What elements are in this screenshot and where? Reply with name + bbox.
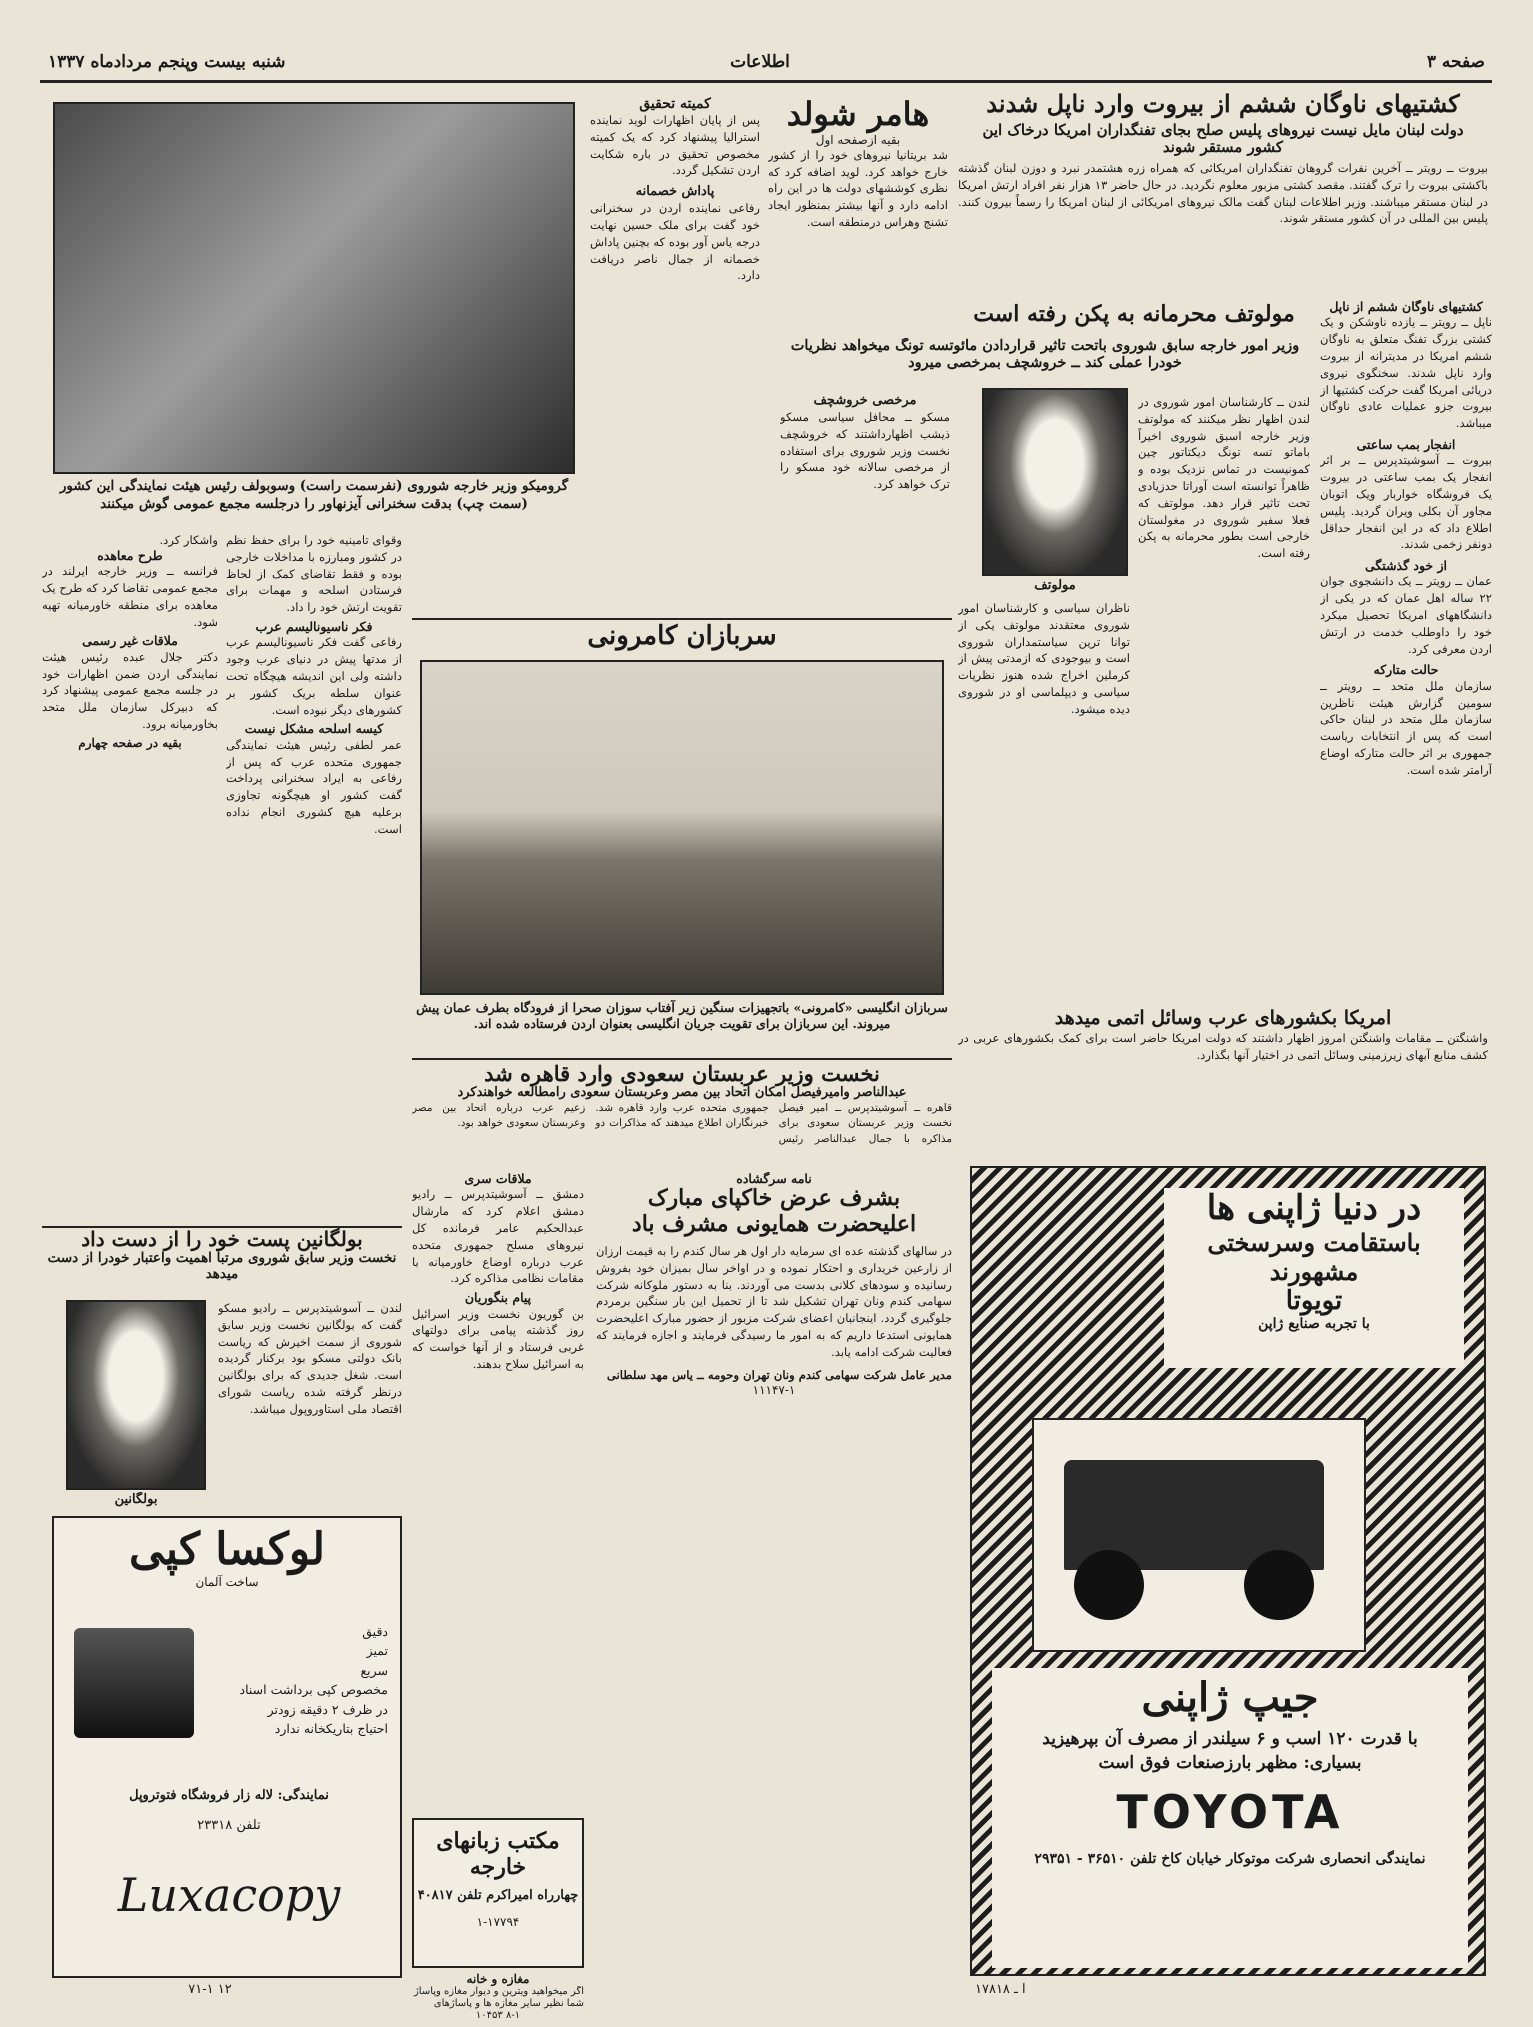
toyota-spec: با قدرت ۱۲۰ اسب و ۶ سیلندر از مصرف آن بپرهیزید	[1042, 1729, 1418, 1749]
royal-top: نامه سرگشاده	[736, 1172, 812, 1186]
left-col-text2: رفاعی گفت فکر ناسیونالیسم عرب از مدتها پیش در دنیای عرب وجود داشته ولی این اندیشه هیچگاه تحت عنوان سلطه بریک کشور بر کشورهای دیگر نبوده است.	[226, 635, 402, 717]
bulganin-head	[42, 1228, 402, 1298]
secret-subhead: ملاقات سری	[464, 1172, 532, 1186]
usarab-text: واشنگتن ــ مقامات واشنگتن امروز اظهار داشتند که دولت امریکا حاضر است برای کمک بکشورهای عربی در کشف منابع آبهای زیرزمینی وسائل اتمی در اختیار آنها بگذارد.	[958, 1030, 1488, 1062]
gromyko-caption: گرومیکو وزیر خارجه شوروی (نفرسمت راست) وسوبولف رئیس هیئت نمایندگی این کشور (سمت چپ) بدقت سخنرانی آیزنهاور را درجلسه مجمع عمومی گوش میکنند	[59, 478, 569, 512]
toyota-line4: با تجربه صنایع ژاپن	[1258, 1316, 1370, 1332]
soldiers-photo	[420, 660, 944, 995]
ships-title: کشتیهای ناوگان ششم از بیروت وارد ناپل شدند	[986, 90, 1460, 118]
speech-column	[590, 96, 760, 616]
meeting-subhead: ملاقات غیر رسمی	[82, 633, 178, 649]
luxacopy-agent: نمایندگی: لاله زار فروشگاه فتوتروپل	[129, 1788, 329, 1803]
molotov-text: لندن ــ کارشناسان امور شوروی در لندن اظهار نظر میکنند که مولوتف وزیر خارجه اسبق شوروی اخیراً باماتو تسه تونگ دیکتاتور چین کمونیست در تماس نزدیک بوده و ظاهراً توانسته است آوراتا حدزیادی تحت تاثیر قرار دهد. مولوتف که فعلا سفیر شوروی در مغولستان خارجی است بطور محرمانه به پکن رفته است.	[1138, 395, 1310, 561]
luxacopy-code: ۱۲ ۷۱-۱	[188, 1982, 232, 1997]
truce-subhead: حالت متارکه	[1373, 662, 1439, 678]
toyota-line2: باستقامت وسرسختی مشهورند	[1207, 1228, 1421, 1286]
issue-date: شنبه بیست وپنجم مردادماه ۱۳۳۷	[48, 52, 286, 72]
ships-sub: دولت لبنان مایل نیست نیروهای پلیس صلح بجای تفنگداران امریکا درخاک این کشور مستقر شوند	[982, 120, 1464, 156]
feature-line: در ظرف ۲ دقیقه زودتر	[267, 1701, 388, 1717]
molotov-sub: وزیر امور خارجه سابق شوروی باتحت تاثیر قراردادن مائوتسه تونگ میخواهد نظریات خودرا عملی کند ــ خروشچف بمرخصی میرود	[790, 338, 1300, 371]
molotov-caption: مولوتف	[1034, 578, 1076, 593]
molotov-col-right	[1138, 394, 1310, 1004]
feature-line: احتیاج بتاریکخانه ندارد	[274, 1720, 388, 1736]
treaty-subhead: طرح معاهده	[97, 547, 163, 563]
speech-text: رفاعی نماینده اردن در سخنرانی خود گفت برای ملک حسین نهایت درجه یاس آور بوده که بچنین پاداش خصمانه از جمال ناصر دریافت دارد.	[590, 201, 760, 283]
jeep-image	[1032, 1418, 1366, 1652]
luxacopy-features	[198, 1622, 388, 1738]
royal-text: در سالهای گذشته عده ای سرمایه دار اول هر سال کندم را به قیمت ارزان از زارعین خریداری و احتکار نموده و در اواخر سال بمیزان خود بفروش رسانیده و سودهای کلانی بدست می آوردند. بنا به دستور ملوکانه شرکت سهامی کندم ونان تهران تشکیل شد تا از تحمیل این بار سنگین برمردم جلوگیری گردد. اینجانبان اعضای شرکت مزبور از حضور مبارک اعلیحضرت همایونی استدعا داریم که به امور ما رسیدگی فرمایند و اجازه فرمایند که فعالیت شرکت ادامه یابد.	[596, 1243, 952, 1359]
secret-text: دمشق ــ آسوشیتدپرس ــ رادیو دمشق اعلام کرد که مارشال عبدالحکیم عامر فرمانده کل نیروهای مسلح جمهوری متحده عرب درباره اوضاع خاورمیانه با مقامات نظامی مذاکره کرد.	[412, 1187, 584, 1286]
header-rule	[40, 80, 1492, 83]
soldiers-rule	[412, 618, 952, 620]
feature-line: سریع	[360, 1662, 388, 1678]
molotov-title-box	[958, 302, 1310, 336]
usarab-title: امریکا بکشورهای عرب وسائل اتمی میدهد	[1054, 1008, 1392, 1029]
saudi-sub: عبدالناصر وامیرفیصل امکان اتحاد بین مصر وعربستان سعودی رامطالعه خواهندکرد	[457, 1085, 907, 1101]
royal-sign: مدیر عامل شرکت سهامی کندم ونان تهران وحومه ــ یاس مهد سلطانی	[606, 1367, 952, 1382]
luxacopy-ad	[52, 1516, 402, 1978]
gromyko-photo	[53, 102, 575, 474]
ships-text: بیروت ــ رویتر ــ آخرین نفرات گروهان تفنگداران امریکائی که همراه زره هشتمدر نبرد و دوزن لبنان گذشته باکشتی بیروت را ترک گفتند. مقصد کشتی مزبور معلوم نگردید. در حال حاضر ۱۳ هزار نفر افراد ارتش امریکا در لبنان مستقر میباشند. وزیر اطلاعات لبنان گفت مالک نیروهای امریکائی از لبنان امریکا را رسماً بیرون کنند. پلیس بین المللی در آن کشور مستقر شوند.	[958, 161, 1488, 226]
molotov-portrait	[982, 388, 1128, 576]
left-col-text: وقوای تامینیه خود را برای حفظ نظم در کشور ومبارزه با مداخلات خارجی بوده و فقط تقاضای کمک از لحاظ فرستادن اسلحه و مهمات برای تقویت ارتش خود را داد.	[226, 533, 402, 615]
feature-line: دقیق	[362, 1624, 388, 1639]
toyota-line3: تویوتا	[1285, 1286, 1343, 1316]
meeting-text: دکتر جلال عبده رئیس هیئت نمایندگی اردن ضمن اظهارات خود در جلسه مجمع عمومی پیشنهاد کرد که دبیرکل سازمان ملل متحد بخاورمیانه برود.	[42, 649, 218, 731]
bulganin-caption: بولگانین	[114, 1492, 158, 1507]
page-number: صفحه ۳	[1426, 52, 1485, 72]
toyota-spec2: بسیاری: مظهر بارزصنعات فوق است	[1098, 1753, 1362, 1773]
bulganin-sub: نخست وزیر سابق شوروی مرتبا اهمیت واعتبار خودرا از دست میدهد	[47, 1250, 397, 1282]
bulganin-title: بولگانین پست خود را از دست داد	[81, 1228, 363, 1251]
bengurion-subhead: پیام بنگوریان	[464, 1290, 532, 1306]
volunteer-text: عمان ــ رویتر ــ یک دانشجوی جوان ۲۲ ساله اهل عمان که در یکی از دانشگاههای امریکا تحصیل میکرد خود را داوطلب خدمت در ارتش اردن معرفی کرد.	[1320, 574, 1492, 656]
saudi-head	[412, 1062, 952, 1170]
left-col-text3: عمر لطفی رئیس هیئت نمایندگی جمهوری متحده عرب که پس از رفاعی به ایراد سخنرانی پرداخت گفت کشور او هیچگونه تجاوزی برعلیه هیچ کشوری انجام نداده است.	[226, 737, 402, 836]
hammer-sub: بقیه ازصفحه اول	[815, 132, 901, 147]
toyota-bottom-panel	[992, 1668, 1468, 1968]
invest-text: پس از پایان اظهارات لوید نماینده استرالیا پیشنهاد کرد که یک کمیته مخصوص تحقیق در باره شکایت اردن تشکیل گردد.	[590, 113, 760, 178]
ships-article	[958, 90, 1488, 300]
bulganin-portrait	[66, 1300, 206, 1490]
feature-line: تمیز	[366, 1643, 388, 1659]
khrushchev-box	[780, 394, 950, 600]
hammer-text: شد بریتانیا نیروهای خود را از کشور خارج خواهد کرد. لوید اضافه کرد که نظری کوششهای دولت ها در این راه ادامه دارد و آنها بیشتر بمنظور ایجاد تشنج وهراس درمنطقه است.	[768, 147, 948, 229]
bulganin-text: لندن ــ آسوشیتدپرس ــ رادیو مسکو گفت که بولگانین نخست وزیر سابق شوروی از سمت اخیرش که ریاست بانک دولتی مسکو بود برکنار گردیده است. شغل جدیدی که برای بولگانین درنظر گرفته شده ریاست شورای اقتصاد ملی استاوروپول میباشد.	[218, 1301, 402, 1416]
molotov-title: مولوتف محرمانه به پکن رفته است	[973, 302, 1295, 327]
luxacopy-sub: ساخت آلمان	[195, 1575, 259, 1589]
left-mid-column	[226, 532, 402, 1292]
jeep-wheel-front	[1074, 1550, 1144, 1620]
school-text: چهارراه امیراکرم تلفن ۴۰۸۱۷	[417, 1888, 579, 1903]
shop-title: مغازه و خانه	[466, 1972, 530, 1986]
khrushchev-subhead: مرخصی خروشچف	[813, 394, 917, 408]
toyota-heading-panel	[1164, 1188, 1464, 1368]
usarab-article	[958, 1008, 1488, 1128]
khrushchev-text: مسکو ــ محافل سیاسی مسکو ذیشب اظهارداشتند که خروشچف نخست وزیر شوروی برای استفاده از مرخصی سالانه خود مسکو را ترک خواهد کرد.	[780, 409, 950, 492]
shop-code: ۸-۱ ۱۰۴۵۳	[475, 2010, 521, 2022]
truce-text: سازمان ملل متحد ــ رویتر ــ سومین گزارش هیئت ناظرین سازمان ملل متحد در لبنان حاکی است که پس از انتخابات ریاست جمهوری بر اثر حالت متارکه اوضاع آرامتر شده است.	[1320, 678, 1492, 777]
toyota-code: آ ـ ۱۷۸۱۸	[975, 1982, 1026, 1997]
saudi-rule	[412, 1058, 952, 1060]
toyota-brand: TOYOTA	[1116, 1785, 1344, 1839]
luxacopy-phone: تلفن ۲۳۳۱۸	[197, 1818, 261, 1833]
luxacopy-title: لوکسا کپی	[129, 1524, 325, 1575]
molotov-col-mid	[958, 600, 1130, 1000]
newspaper-name: اطلاعات	[730, 52, 790, 72]
far-left-text: واشکار کرد.	[159, 533, 218, 547]
jeep-wheel-rear	[1244, 1550, 1314, 1620]
toyota-ad	[970, 1166, 1486, 1976]
bengurion-text: بن گوریون نخست وزیر اسرائیل روز گذشته پیامی برای دولتهای غربی فرستاد و از آنها خواست که به اسرائیل سلاح بدهند.	[412, 1306, 584, 1371]
luxacopy-brand: Luxacopy	[117, 1868, 341, 1922]
far-left-column	[42, 532, 218, 1222]
treaty-text: فرانسه ــ وزیر خارجه ایرلند در مجمع عمومی تقاضا کرد که طرح یک معاهده برای منطقه خاورمیانه تهیه شود.	[42, 564, 218, 629]
saudi-column-2	[412, 1172, 584, 1812]
left-col-subhead: فکر ناسیونالیسم عرب	[255, 618, 373, 634]
school-title: مکتب زبانهای خارجه	[436, 1828, 560, 1880]
royal-letter	[596, 1172, 952, 1962]
copier-image	[74, 1628, 194, 1738]
saudi-title: نخست وزیر عربستان سعودی وارد قاهره شد	[484, 1062, 880, 1086]
continued-note: بقیه در صفحه چهارم	[78, 735, 182, 750]
toyota-line1: در دنیا ژاپنی ها	[1206, 1188, 1422, 1228]
shop-ad	[412, 1972, 584, 2024]
shop-text: اگر میخواهید ویترین و دیوار مغازه وپاساژ شما نظیر سایر مغازه ها و پاساژهای	[413, 1986, 584, 2010]
right-brief-column	[1320, 300, 1492, 1100]
speech-subhead: پاداش خصمانه	[635, 184, 715, 200]
invest-subhead: کمیته تحقیق	[639, 96, 711, 112]
naples-subhead: کشتیهای ناوگان ششم از ناپل	[1329, 300, 1483, 314]
volunteer-subhead: از خود گذشتگی	[1364, 558, 1448, 574]
toyota-title: جیپ ژاپنی	[1141, 1674, 1319, 1721]
school-code: ۱-۱۷۷۹۴	[476, 1915, 520, 1929]
saudi-text: قاهره ــ آسوشیتدپرس ــ امیر فیصل نخست وزیر عربستان سعودی برای مذاکره با جمال عبدالناصر رئیس جمهوری متحده عرب وارد قاهره شد. خبرنگاران اطلاع میدهند که مذاکرات دو زعیم عرب درباره اتحاد بین مصر وعربستان سعودی خواهد بود.	[412, 1102, 952, 1145]
left-col-subhead2: کیسه اسلحه مشکل نیست	[244, 721, 384, 737]
soldiers-caption: سربازان انگلیسی «کامرونی» باتجهیزات سنگین زیر آفتاب سوزان صحرا از فرودگاه بطرف عمان پیش میروند. این سربازان برای تقویت جریان انگلیسی بعنوان اردن فرستاده شده اند.	[416, 1000, 948, 1032]
feature-line: مخصوص کپی برداشت اسناد	[239, 1682, 388, 1698]
bulganin-body	[218, 1300, 402, 1510]
school-ad	[412, 1818, 584, 1968]
royal-title: بشرف عرض خاکپای مبارک اعلیحضرت همایونی مشرف باد	[631, 1185, 917, 1237]
bomb-text: بیروت ــ آسوشیتدپرس ــ بر اثر انفجار یک بمب ساعتی در بیروت یک فروشگاه خواربار ویک اتوبان مجاور آن بکلی ویران گردید. پلیس اطلاع داد که در این انفجار حداقل دونفر زخمی شدند.	[1320, 453, 1492, 552]
hammer-title: هامر شولد	[786, 96, 930, 133]
bomb-subhead: انفجار بمب ساعتی	[1356, 436, 1456, 452]
soldiers-title: سربازان کامرونی	[587, 622, 777, 651]
molotov-text2: ناظران سیاسی و کارشناسان امور شوروی معتقدند مولوتف یکی از توانا ترین سیاستمداران شوروی است و بیوجودی که ازمدتی پیش از کرملین اخراج شده هنوز نظریات سیاسی و دیپلماسی او در شوروی دیده میشود.	[958, 601, 1130, 716]
naples-text: ناپل ــ رویتر ــ یازده ناوشکن و یک کشتی بزرگ تفنگ متعلق به ناوگان ششم امریکا در مدیترانه از بیروت وارد ناپل شدند. سخنگوی نیروی دریائی امریکا گفت حرکت کشتیها از بیروت جزو عملیات عادی ناوگان میباشد.	[1320, 315, 1492, 431]
royal-code: ۱۱۱۴۷-۱	[752, 1383, 796, 1398]
toyota-agent: نمایندگی انحصاری شرکت موتوکار خیابان کاخ تلفن ۳۶۵۱۰ - ۲۹۳۵۱	[1034, 1851, 1426, 1867]
